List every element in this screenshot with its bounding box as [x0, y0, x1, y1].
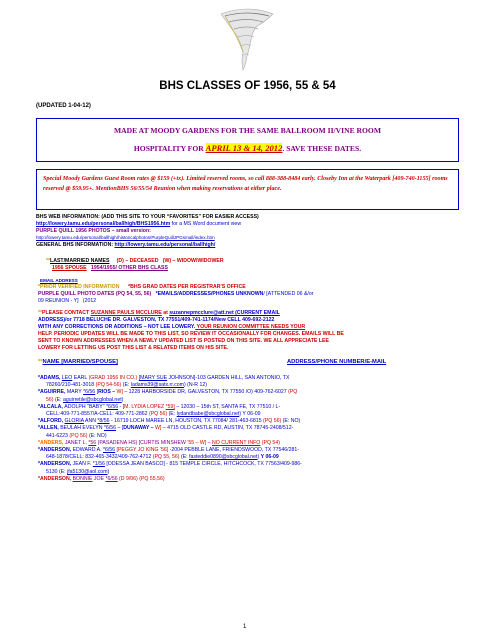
page-title: BHS CLASSES OF 1956, 55 & 54	[159, 80, 336, 92]
tornado-logo-icon	[219, 6, 275, 72]
roster-text: Y 06-09	[260, 454, 279, 461]
roster-text: '55 – W]	[185, 439, 208, 446]
roster-text: lydandbabe@sbcglobal.net	[176, 411, 240, 417]
roster-entry-continued	[46, 454, 279, 460]
roster-entry-continued	[46, 469, 109, 475]
roster-entry	[38, 476, 165, 482]
roster-text: (PQ 54)	[261, 439, 280, 446]
roster-text: (E:	[58, 468, 68, 475]
roster-text: aguirretile@sbcglobal.net	[63, 396, 122, 403]
roster-text: (E: NO)	[282, 418, 301, 425]
legend-email-address: EMAIL ADDRESS	[40, 278, 78, 283]
roster-text: CELL:409-771-8557/A-CELL: 409-771-2862	[46, 411, 149, 417]
roster-text: (PQ 56)	[148, 411, 169, 417]
photos-label: PURPLE QUILL 1956 PHOTOS – small version:	[36, 228, 151, 234]
roster-entry-continued	[46, 397, 123, 403]
roster-text: jfa5130@aol.com	[67, 468, 108, 475]
roster-text: BEULAH EVELYN	[60, 425, 104, 432]
roster-text: JOE	[92, 475, 106, 482]
roster-text: *6/56	[103, 425, 117, 432]
contact-line-1: **PLEASE CONTACT SUZANNE PAULS MCCLURE at suzannepmcclure@att.net (CURRENT EMAIL	[38, 310, 280, 316]
roster-text: *ALFORD,	[38, 418, 65, 425]
roster-text: – [	[116, 425, 124, 432]
roster-text: - [	[118, 403, 125, 410]
roster-text: GLORIA	[64, 418, 84, 425]
roster-text: DUNAWAY –	[123, 425, 155, 432]
roster-text: W]	[116, 389, 125, 396]
roster-text: ADOLPH "BABY"	[64, 403, 106, 410]
legend-line-3: *PRIOR VERIFIED INFORMATION *BHS GRAD DATES PER REGISTRAR'S OFFICE	[38, 284, 246, 290]
roster-text: (PASADENA HS)	[96, 439, 139, 446]
photos-link[interactable]: http://lowery.tamu.edu/personal/ballhigh/historicalphotos/PurpleQuillJPGsmall/index.htm	[36, 235, 215, 240]
roster-text: – 12030 – 15th ST, SANTA FE, TX 77510 / L-	[174, 403, 281, 410]
web-info-label: BHS WEB INFORMATION: (ADD THIS SITE TO YOUR “FAVORITES” FOR EASIER ACCESS)	[36, 214, 259, 220]
roster-entry-continued	[46, 411, 260, 417]
word-doc-link[interactable]: http://lowery.tamu.edu/personal/ballhigh/BHS1956.htm	[36, 221, 171, 227]
roster-text: (E:	[180, 454, 190, 461]
roster-text: RIOS –	[98, 389, 117, 396]
contact-line-5: SENT TO KNOWN ADDRESSES WHEN A NEWLY UPDATED LIST IS POSTED ON THIS SITE. WE ALL APPRECIATE LEE	[38, 338, 329, 344]
roster-text: ANN	[83, 418, 98, 425]
roster-text: (PQ 56)	[263, 418, 283, 425]
roster-text: )	[257, 454, 261, 461]
roster-text: [ODESSA JEAN BASCO] - 815 TEMPLE CIRCLE, HITCHCOCK, TX 77563/409-986-	[104, 461, 302, 468]
roster-text: –	[207, 439, 212, 446]
roster-text: JEAN F.	[72, 461, 93, 468]
roster-text: (E:	[168, 411, 177, 417]
roster-text: *1/56	[92, 461, 105, 468]
legend-line-2: 1956 SPOUSE 1954/1955/ OTHER BHS CLASS	[52, 265, 168, 271]
column-header-name: **NAME [MARRIED/SPOUSE]	[38, 359, 118, 365]
roster-text: *AGUIRRE,	[38, 389, 67, 396]
roster-text: MARY	[66, 389, 84, 396]
roster-text: *ANDERSON,	[38, 447, 73, 453]
roster-text: 648-1878/CELL: 832-465-3432/409-762-4712	[46, 454, 153, 461]
roster-entry	[38, 440, 280, 446]
roster-entry	[38, 404, 280, 410]
roster-text: *8/56	[97, 418, 110, 425]
roster-entry-continued	[46, 382, 207, 388]
roster-text: fasteddie0890@sbcglobal.net	[189, 454, 258, 461]
hotel-note-text: Special Moody Gardens Guest Room rates @ $159 (+tx). Limited reserved rooms, so call 888-388-8484 early. Closeby Inn at the Waterpark [409-740-1155] rooms reserved @ $59.95+. MentionBHS 56/55/54 Reunion when making reservations at either place.	[43, 176, 448, 192]
reunion-date: APRIL 13 & 14, 2012	[205, 143, 283, 153]
roster-entry	[38, 375, 289, 381]
roster-text: 5130	[46, 468, 59, 475]
contact-line-3: WITH ANY CORRECTIONS OR ADDITIONS – NOT LEE LOWERY. YOUR REUNION COMMITTEE NEEDS YOUR	[38, 324, 306, 330]
roster-text: *ANDERSON,	[38, 461, 73, 468]
roster-text: *59]	[165, 403, 175, 410]
roster-text: 56)	[46, 396, 55, 403]
contact-line-6: LOWERY FOR LETTING US POST THIS LIST & RELATED ITEMS ON HIS SITE.	[38, 345, 229, 351]
banner-line-2-pre: HOSPITALITY FOR	[133, 144, 206, 153]
roster-text: )	[121, 396, 124, 403]
roster-text: JANET L.	[64, 439, 89, 446]
roster-entry	[38, 447, 299, 453]
roster-text: NO CURRENT INFO	[211, 439, 261, 446]
general-info-link[interactable]: http://lowery.tamu.edu/personal/ballhigh/	[114, 242, 216, 248]
roster-text: *56	[88, 439, 97, 446]
roster-text: ) (N-R 12)	[183, 382, 207, 389]
roster-entry	[38, 425, 293, 431]
roster-text: JOHNSON]-103 GARDEN HILL, SAN ANTONIO, TX	[167, 375, 290, 381]
page-number: 1	[243, 624, 247, 630]
column-header-address: ADDRESS/PHONE NUMBER/E-MAIL	[287, 359, 387, 365]
legend-line-4: PURPLE QUILL PHOTO DATES (PQ 54, 55, 56) *EMAILS/ADDRESSES/PHONES UNKNOWN/ [ATTENDED 06 &/or	[38, 291, 314, 297]
general-info-label: GENERAL BHS INFORMATION:	[36, 242, 115, 248]
roster-text: (PQ	[288, 389, 298, 396]
roster-entry	[38, 418, 300, 424]
contact-line-2: ADDRESS)/or 7718 BELUCHE DR. GALVESTON, TX 77551/409-741-1174/New CELL 409-692-2122	[38, 317, 275, 323]
roster-text: *6/56	[105, 403, 119, 410]
roster-text: *ALLEN,	[38, 425, 61, 432]
roster-text: (E:	[54, 396, 64, 403]
roster-text: )	[107, 468, 110, 475]
roster-text: EDWARD A.	[72, 447, 103, 453]
roster-text: *ANDERSON,	[38, 475, 73, 482]
roster-text: ladams39@satx.rr.com	[130, 382, 184, 389]
roster-text: (PQ 56)	[69, 432, 89, 439]
roster-text: (PQ 54-56)	[95, 382, 123, 389]
roster-text: [CURTIS MINSHEW	[138, 439, 186, 446]
roster-text: 78260/210-481-3018	[46, 382, 96, 389]
roster-text: *ALCALA,	[38, 403, 65, 410]
roster-text: (PQ 55, 56)	[152, 454, 181, 461]
roster-text: W]	[155, 425, 162, 432]
legend-line-1: **LAST/MARRIED NAMES (D) – DECEASED (W) – WIDOW/WIDOWER	[46, 258, 224, 264]
roster-text: *ADAMS,	[38, 375, 62, 381]
roster-text: BONNIE	[72, 475, 93, 482]
roster-text: - 16719 LOCH MAREE LN, HOUSTON, TX 77084/ 281-463-6815	[109, 418, 264, 425]
roster-text: 441-6223	[46, 432, 70, 439]
roster-text: *6/56	[105, 475, 118, 482]
banner-line-1: MADE AT MOODY GARDENS FOR THE SAME BALLROOM II/VINE ROOM	[114, 126, 381, 135]
banner-line-2-post: . SAVE THESE DATES.	[282, 144, 362, 153]
roster-text: LEO	[61, 375, 73, 381]
roster-text: (E: NO)	[88, 432, 107, 439]
roster-text: ) Y 06-09	[239, 411, 261, 417]
updated-date: (UPDATED 1-04-12)	[36, 103, 91, 109]
roster-text: (PQ 55,56)	[139, 475, 165, 482]
roster-text: *ANDERS,	[38, 439, 65, 446]
banner-line-2	[37, 143, 458, 153]
legend-line-5: 09 REUNION - Y] (2012	[38, 298, 97, 304]
word-doc-link-note: for a MS Word document view	[170, 221, 242, 227]
roster-text: *6/56	[102, 447, 116, 453]
roster-text: – 1228 HARBORSIDE DR, GALVESTON, TX 77550 /O) 409-762-6027	[124, 389, 289, 396]
roster-text: (GRAD 1956 IN CO.)	[88, 375, 139, 381]
roster-text: [PEGGY JO KING '56]	[116, 447, 169, 453]
roster-text: M. LYDIA LOPEZ	[124, 403, 166, 410]
roster-text: EARL	[72, 375, 89, 381]
hotel-note-box	[36, 169, 459, 210]
roster-entry	[38, 461, 302, 467]
roster-text: – 4715 OLD CASTLE RD, AUSTIN, TX 78745-2408/512-	[161, 425, 294, 432]
roster-text: *6/56	[83, 389, 96, 396]
general-info-line	[36, 242, 215, 248]
roster-text: (E:	[122, 382, 131, 389]
roster-text: [	[95, 389, 99, 396]
web-info-line	[36, 221, 241, 227]
roster-entry-continued	[46, 433, 107, 439]
roster-entry	[38, 389, 297, 395]
roster-text: -2004 PEBBLE LANE, FRIENDSWOOD, TX 77546/281-	[168, 447, 299, 453]
reunion-banner	[36, 118, 459, 162]
contact-email-link[interactable]: suzannepmcclure@att.net	[169, 310, 234, 316]
roster-text: [MARY SUE	[138, 375, 168, 381]
contact-line-4: HELP. PERIODIC UPDATES WILL BE MADE TO THIS LIST, SO REVIEW IT OCCASIONALLY FOR CHANGES. EMAILS WILL BE	[38, 331, 344, 337]
roster-text: (D 9/06)	[119, 475, 140, 482]
